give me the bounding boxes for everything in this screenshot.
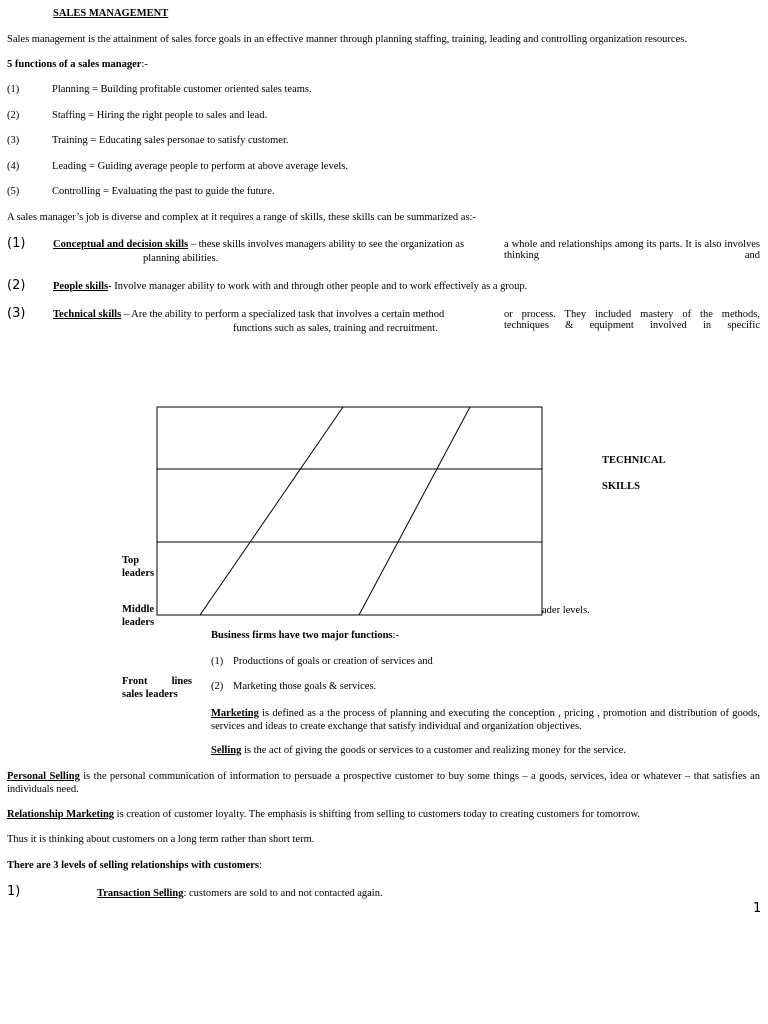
business-text: Productions of goals or creation of services and [233, 656, 433, 667]
skill-label: Conceptual and decision skills [53, 239, 189, 250]
function-text: Leading = Guiding average people to perform at above average levels. [52, 161, 349, 172]
business-heading-text: Business firms have two major functions [211, 630, 393, 641]
skill-text-b: a whole and relationships among its parts. It is also involves thinking and [504, 239, 760, 261]
business-heading-suffix: :- [392, 630, 399, 641]
relationship-text: is creation of customer loyalty. The emphasis is shifting from selling to customers today to creating customers for tomorrow. [114, 809, 641, 820]
relationship-marketing-definition [7, 809, 640, 820]
function-number: (5) [7, 186, 20, 197]
diagram-label-top-leaders [122, 554, 154, 580]
skill-label: People skills [53, 281, 109, 292]
label-line [122, 675, 192, 688]
skills-intro: A sales manager’s job is diverse and complex at it requires a range of skills, these skills can be summarized as:- [7, 212, 476, 223]
skill-text-a: - Involve manager ability to work with and through other people and to work effectively as a group. [108, 281, 528, 292]
marketing-definition [211, 707, 760, 733]
relationship-term: Relationship Marketing [7, 809, 115, 820]
label-line: Top [122, 555, 140, 566]
function-number: (2) [7, 110, 20, 121]
function-text: Planning = Building profitable customer oriented sales teams. [52, 84, 312, 95]
long-term-sentence: Thus it is thinking about customers on a long term rather than short term. [7, 834, 315, 845]
function-text: Training = Educating sales personae to satisfy customer. [52, 135, 289, 146]
level-number: 1) [7, 884, 21, 899]
personal-selling-definition [7, 770, 760, 796]
diagram-frame [157, 407, 542, 615]
level-term: Transaction Selling [97, 888, 184, 899]
skill-text-a: – Are the ability to perform a specialized task that involves a certain method [121, 309, 445, 320]
functions-heading-text: 5 functions of a sales manager [7, 59, 142, 70]
business-number: (2) [211, 681, 224, 692]
selling-term: Selling [211, 745, 242, 756]
diagram-label-middle-leaders [122, 603, 156, 629]
diagram-label-front-leaders [122, 675, 192, 701]
skill-number: (1) [7, 236, 26, 251]
function-number: (4) [7, 161, 20, 172]
function-number: (1) [7, 84, 20, 95]
label-line: sales leaders [122, 689, 178, 700]
diagram-diagonal-left [200, 407, 343, 615]
levels-heading [7, 860, 262, 871]
levels-heading-suffix: : [259, 860, 262, 871]
level-line [97, 888, 383, 899]
page-title: SALES MANAGEMENT [53, 8, 169, 19]
diagram-label-technical: TECHNICAL [602, 455, 666, 466]
label-line: Middle [122, 604, 155, 615]
business-text: Marketing those goals & services. [233, 681, 377, 692]
skill-number: (3) [7, 306, 26, 321]
skill-text-c: planning abilities. [143, 253, 219, 264]
functions-heading-suffix: :- [141, 59, 148, 70]
diagram-overflow-text: ader levels. [542, 605, 590, 616]
marketing-text: is defined as a the process of planning and executing the conception , pricing , promotion and distribution of goods, services and ideas to create exchange that satisfy individual and organization objectives. [211, 708, 760, 732]
skill-text-c: functions such as sales, training and recruitment. [233, 323, 438, 334]
label-word: Front [122, 676, 148, 687]
personal-selling-term: Personal Selling [7, 771, 80, 782]
business-number: (1) [211, 656, 224, 667]
intro-paragraph: Sales management is the attainment of sales force goals in an effective manner through planning staffing, training, leading and controlling organization resources. [7, 34, 687, 45]
skill-text-a: – these skills involves managers ability to see the organization as [188, 239, 465, 250]
function-number: (3) [7, 135, 20, 146]
levels-heading-text: There are 3 levels of selling relationships with customers [7, 860, 259, 871]
skill-label: Technical skills [53, 309, 122, 320]
diagram-diagonal-right [359, 407, 470, 615]
level-text: : customers are sold to and not contacted again. [183, 888, 383, 899]
page-number: 1 [753, 901, 762, 916]
label-word: lines [171, 676, 192, 687]
personal-selling-text: is the personal communication of information to persuade a prospective customer to buy some things – a goods, services, idea or whatever – that satisfies an individuals need. [7, 771, 761, 795]
skill-number: (2) [7, 278, 26, 293]
label-line: leaders [122, 568, 155, 579]
selling-text: is the act of giving the goods or services to a customer and realizing money for the service. [241, 745, 626, 756]
diagram-label-skills: SKILLS [602, 481, 640, 492]
function-text: Staffing = Hiring the right people to sales and lead. [52, 110, 268, 121]
business-heading [211, 630, 399, 641]
function-text: Controlling = Evaluating the past to guide the future. [52, 186, 275, 197]
label-line: leaders [122, 617, 155, 628]
marketing-term: Marketing [211, 708, 259, 719]
selling-definition [211, 745, 626, 756]
skill-text-b: or process. They included mastery of the methods, techniques & equipment involved in specific [504, 309, 760, 331]
